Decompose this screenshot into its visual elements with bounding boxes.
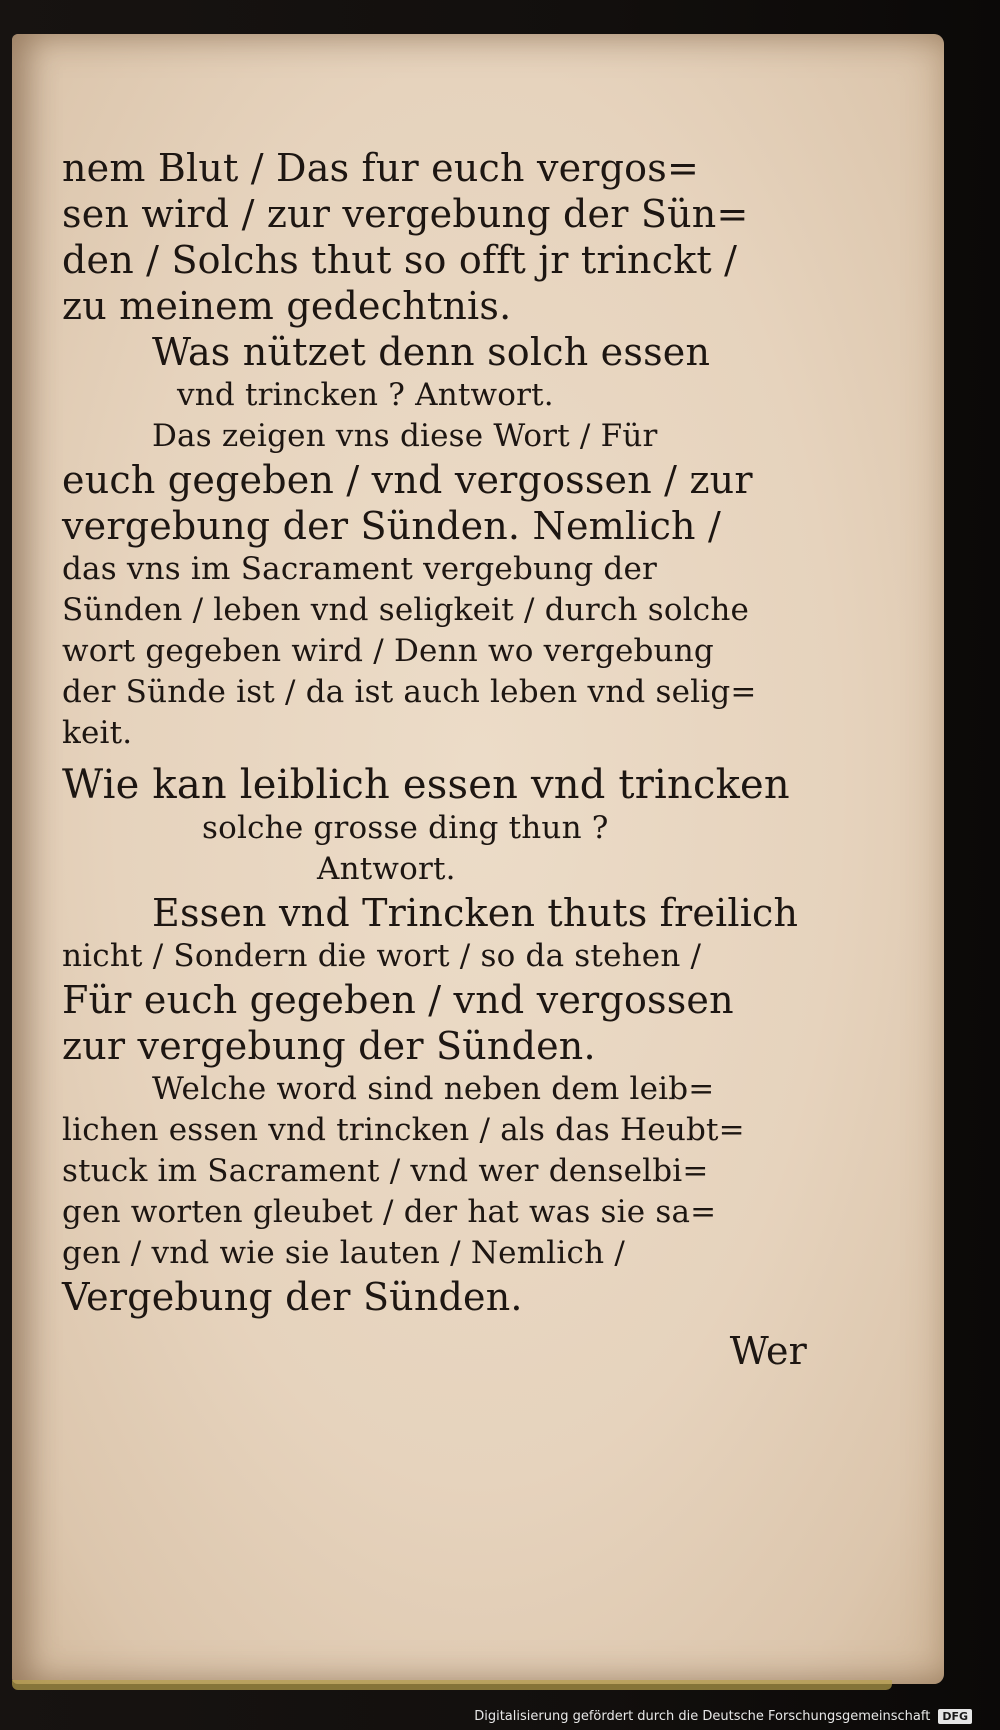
text-line: Das zeigen vns diese Wort / Für xyxy=(152,418,658,454)
text-line: Für euch gegeben / vnd vergossen xyxy=(62,978,734,1022)
text-line: Vergebung der Sünden. xyxy=(62,1275,523,1319)
text-line: den / Solchs thut so offt jr trinckt / xyxy=(62,238,738,282)
digitization-credit xyxy=(474,1709,972,1724)
dfg-logo: DFG xyxy=(938,1709,972,1724)
text-line: das vns im Sacrament vergebung der xyxy=(62,551,658,587)
text-line: lichen essen vnd trincken / als das Heubt= xyxy=(62,1112,745,1148)
text-line: zu meinem gedechtnis. xyxy=(62,284,512,328)
credit-text: Digitalisierung gefördert durch die Deutsche Forschungsgemeinschaft xyxy=(474,1709,931,1724)
page-edge xyxy=(12,1680,892,1690)
text-line: wort gegeben wird / Denn wo vergebung xyxy=(62,633,714,669)
text-line: nicht / Sondern die wort / so da stehen / xyxy=(62,938,702,974)
text-line: gen worten gleubet / der hat was sie sa= xyxy=(62,1194,717,1230)
text-line: sen wird / zur vergebung der Sün= xyxy=(62,192,749,236)
text-line: zur vergebung der Sünden. xyxy=(62,1024,596,1068)
text-line: der Sünde ist / da ist auch leben vnd selig= xyxy=(62,674,757,710)
text-line: euch gegeben / vnd vergossen / zur xyxy=(62,458,753,502)
question-heading: solche grosse ding thun ? xyxy=(202,810,609,846)
text-line: nem Blut / Das fur euch vergos= xyxy=(62,146,700,190)
text-line: stuck im Sacrament / vnd wer denselbi= xyxy=(62,1153,709,1189)
question-heading: Was nützet denn solch essen xyxy=(152,330,711,374)
question-heading: vnd trincken ? Antwort. xyxy=(177,377,554,413)
text-line: vergebung der Sünden. Nemlich / xyxy=(62,504,722,548)
text-line: gen / vnd wie sie lauten / Nemlich / xyxy=(62,1235,625,1271)
text-line: keit. xyxy=(62,715,133,751)
catchword: Wer xyxy=(729,1329,807,1373)
page-text xyxy=(62,145,822,1374)
answer-label: Antwort. xyxy=(317,851,456,887)
text-line: Welche word sind neben dem leib= xyxy=(152,1071,715,1107)
text-line: Essen vnd Trincken thuts freilich xyxy=(152,891,799,935)
text-line: Sünden / leben vnd seligkeit / durch solche xyxy=(62,592,750,628)
question-heading: Wie kan leiblich essen vnd trincken xyxy=(62,762,790,808)
